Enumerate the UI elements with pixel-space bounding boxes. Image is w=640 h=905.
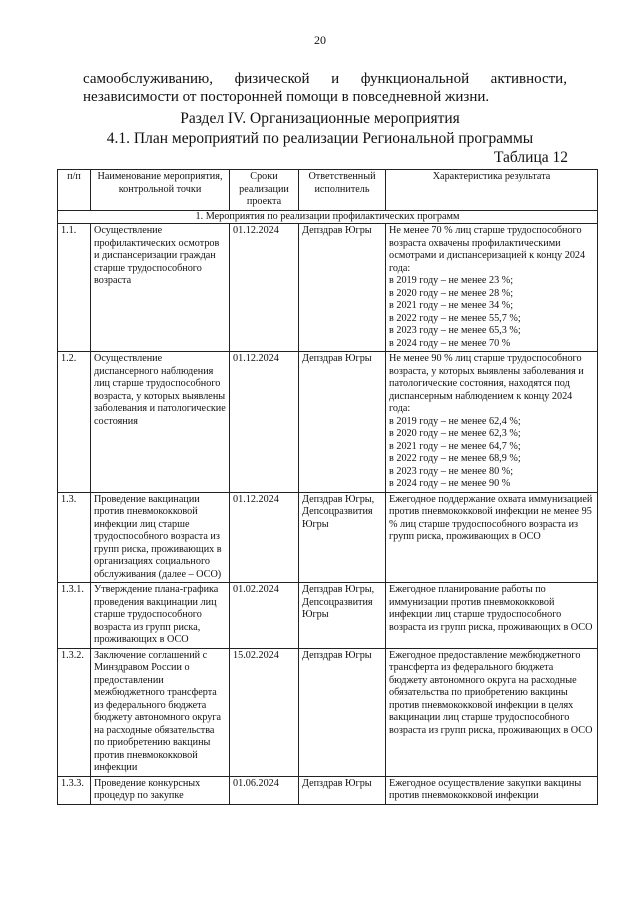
row-result: Ежегодное поддержание охвата иммунизацией против пневмококковой инфекции не менее 95 % лиц старше трудоспособного возраста из групп риска, проживающих в ОСО xyxy=(386,492,598,583)
row-date: 01.12.2024 xyxy=(230,224,299,352)
intro-word: и xyxy=(331,71,340,87)
row-responsible: Депздрав Югры xyxy=(299,352,386,493)
header-deadline: Сроки реализации проекта xyxy=(230,170,299,211)
intro-word: самообслуживанию, xyxy=(83,71,214,87)
row-responsible: Депздрав Югры xyxy=(299,776,386,804)
table-header-row xyxy=(58,170,598,211)
intro-word: функциональной xyxy=(360,71,470,87)
section-title: Раздел IV. Организационные мероприятия xyxy=(180,110,460,127)
row-name: Утверждение плана-графика проведения вакцинации лиц старше трудоспособного возраста из групп риска, проживающих в ОСО xyxy=(91,583,230,649)
plan-table xyxy=(57,169,598,805)
row-name: Проведение вакцинации против пневмококковой инфекции лиц старше трудоспособного возраста из групп риска, проживающих в организациях социального обслуживания (далее – ОСО) xyxy=(91,492,230,583)
result-line: в 2021 году – не менее 34 %; xyxy=(389,300,514,311)
result-line: в 2022 году – не менее 55,7 %; xyxy=(389,312,521,324)
row-result: Ежегодное осуществление закупки вакцины против пневмококковой инфекции xyxy=(386,776,598,804)
table-row xyxy=(58,224,598,352)
row-num: 1.3.1. xyxy=(58,583,91,649)
row-num: 1.3. xyxy=(58,492,91,583)
result-line: в 2019 году – не менее 62,4 %; xyxy=(389,415,521,427)
result-line: в 2020 году – не менее 62,3 %; xyxy=(389,428,521,439)
intro-line-1 xyxy=(83,70,567,88)
result-line: в 2020 году – не менее 28 %; xyxy=(389,287,514,299)
row-num: 1.3.2. xyxy=(58,648,91,776)
row-date: 01.12.2024 xyxy=(230,492,299,583)
row-date: 01.06.2024 xyxy=(230,776,299,804)
row-result xyxy=(386,352,598,493)
subsection-title: 4.1. План мероприятий по реализации Региональной программы xyxy=(106,130,534,147)
row-responsible: Депздрав Югры, Депсоцразвития Югры xyxy=(299,492,386,583)
row-result: Ежегодное предоставление межбюджетного трансферта из федерального бюджета бюджету автономного округа на расходные обязательства по приобретению вакцины против пневмококковой инфекции в целях вакцинации лиц старше трудоспособного возраста из групп риска, проживающих в ОСО xyxy=(386,648,598,776)
header-name: Наименование мероприятия, контрольной точки xyxy=(91,170,230,211)
row-date: 15.02.2024 xyxy=(230,648,299,776)
section-row-label: 1. Мероприятия по реализации профилактических программ xyxy=(58,210,598,224)
result-line: в 2024 году – не менее 90 % xyxy=(389,478,511,489)
result-line: в 2022 году – не менее 68,9 %; xyxy=(389,453,521,464)
result-line: в 2023 году – не менее 65,3 %; xyxy=(389,325,521,336)
result-line: в 2021 году – не менее 64,7 %; xyxy=(389,440,521,452)
row-name: Осуществление профилактических осмотров и диспансеризации граждан старше трудоспособного возраста xyxy=(91,224,230,352)
intro-paragraph xyxy=(83,70,567,106)
result-line: Не менее 70 % лиц старше трудоспособного возраста охвачены профилактическими осмотрами и диспансеризацией к концу 2024 года: xyxy=(389,225,586,274)
table-label: Таблица 12 xyxy=(493,149,568,166)
row-result: Ежегодное планирование работы по иммунизации против пневмококковой инфекции лиц старше трудоспособного возраста из групп риска, проживающих в ОСО xyxy=(386,583,598,649)
row-date: 01.02.2024 xyxy=(230,583,299,649)
section-row xyxy=(58,210,598,224)
row-name: Проведение конкурсных процедур по закупке xyxy=(91,776,230,804)
table-row xyxy=(58,583,598,649)
table-row xyxy=(58,776,598,804)
row-num: 1.2. xyxy=(58,352,91,493)
row-result xyxy=(386,224,598,352)
result-line: в 2023 году – не менее 80 %; xyxy=(389,465,514,477)
result-line: в 2024 году – не менее 70 % xyxy=(389,337,511,349)
table-row xyxy=(58,648,598,776)
row-date: 01.12.2024 xyxy=(230,352,299,493)
header-num: п/п xyxy=(58,170,91,211)
intro-word: активности, xyxy=(490,71,567,87)
row-num: 1.1. xyxy=(58,224,91,352)
row-responsible: Депздрав Югры xyxy=(299,648,386,776)
table-row xyxy=(58,492,598,583)
row-responsible: Депздрав Югры, Депсоцразвития Югры xyxy=(299,583,386,649)
row-name: Осуществление диспансерного наблюдения лиц старше трудоспособного возраста, у которых выявлены заболевания и патологические состояния xyxy=(91,352,230,493)
result-line: Не менее 90 % лиц старше трудоспособного возраста, у которых выявлены заболевания и патологические состояния, находятся под диспансерным наблюдением к концу 2024 года: xyxy=(389,353,584,414)
header-result: Характеристика результата xyxy=(386,170,598,211)
row-name: Заключение соглашений с Минздравом России о предоставлении межбюджетного трансферта из федерального бюджета бюджету автономного округа на расходные обязательства по приобретению вакцины против пневмококковой инфекции xyxy=(91,648,230,776)
page-number: 20 xyxy=(314,33,326,47)
row-responsible: Депздрав Югры xyxy=(299,224,386,352)
intro-line-2: независимости от посторонней помощи в повседневной жизни. xyxy=(83,89,490,105)
table-row xyxy=(58,352,598,493)
intro-word: физической xyxy=(234,71,310,87)
result-line: в 2019 году – не менее 23 %; xyxy=(389,275,514,286)
row-num: 1.3.3. xyxy=(58,776,91,804)
header-responsible: Ответственный исполнитель xyxy=(299,170,386,211)
